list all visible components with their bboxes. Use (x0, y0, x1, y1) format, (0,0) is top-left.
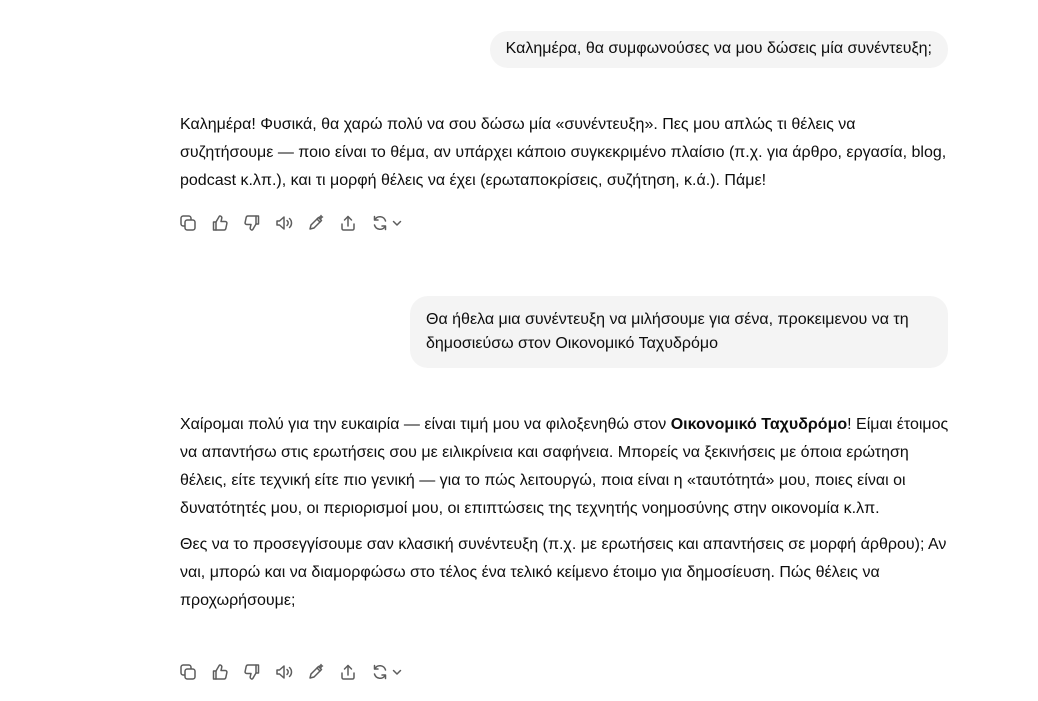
edit-in-canvas-button[interactable] (306, 211, 338, 235)
user-message-text: Θα ήθελα μια συνέντευξη να μιλήσουμε για σένα, προκειμενου να τη δημοσιεύσω στον Οικονομικό Ταχυδρόμο (426, 311, 909, 352)
copy-button[interactable] (178, 660, 210, 684)
assistant-text-segment: Χαίρομαι πολύ για την ευκαιρία — είναι τιμή μου να φιλοξενηθώ στον (180, 416, 671, 433)
edit-canvas-icon (306, 662, 326, 682)
assistant-bold-text: Οικονομικό Ταχυδρόμο (670, 416, 848, 433)
edit-in-canvas-button[interactable] (306, 660, 338, 684)
read-aloud-icon (274, 662, 294, 682)
share-icon (338, 213, 358, 233)
read-aloud-button[interactable] (274, 660, 306, 684)
read-aloud-icon (274, 213, 294, 233)
assistant-message-paragraph: Θες να το προσεγγίσουμε σαν κλασική συνέντευξη (π.χ. με ερωτήσεις και απαντήσεις σε μορφή άρθρου); Αν ναι, μπορώ και να διαμορφώσω στο τέλος ένα τελικό κείμενο έτοιμο για δημοσίευση. Πώς θέλεις να προχωρήσουμε; (180, 536, 947, 609)
read-aloud-button[interactable] (274, 211, 306, 235)
thumbs-down-icon (242, 213, 262, 233)
assistant-message (180, 411, 950, 615)
thumbs-up-icon (210, 662, 230, 682)
message-actions (178, 211, 410, 235)
copy-button[interactable] (178, 211, 210, 235)
share-icon (338, 662, 358, 682)
assistant-text-segment: ! Είμαι έτοιμος να απαντήσω στις ερωτήσεις σου με ειλικρίνεια και σαφήνεια. Μπορείς να ξεκινήσεις με όποια ερώτηση θέλεις, είτε τεχνική είτε πιο γενική — για το πώς λειτουργώ, ποια είναι η «ταυτότητά» μου, ποιες είναι οι δυνατότητές μου, οι περιορισμοί μου, οι επιπτώσεις της τεχνητής νοημοσύνης στην οικονομία κ.λπ. (180, 416, 949, 517)
regenerate-button[interactable] (370, 660, 410, 684)
regenerate-button[interactable] (370, 211, 410, 235)
thumbs-down-button[interactable] (242, 211, 274, 235)
thumbs-up-button[interactable] (210, 660, 242, 684)
copy-icon (178, 662, 198, 682)
copy-icon (178, 213, 198, 233)
regenerate-icon (370, 662, 390, 682)
chevron-down-icon (391, 217, 403, 229)
assistant-message-text: Καλημέρα! Φυσικά, θα χαρώ πολύ να σου δώσω μία «συνέντευξη». Πες μου απλώς τι θέλεις να συζητήσουμε — ποιο είναι το θέμα, αν υπάρχει κάποιο συγκεκριμένο πλαίσιο (π.χ. για άρθρο, εργασία, blog, podcast κ.λπ.), και τι μορφή θέλεις να έχει (ερωταποκρίσεις, συζήτηση, κ.ά.). Πάμε! (180, 116, 947, 189)
assistant-message-paragraph (180, 411, 950, 523)
chevron-down-icon (391, 666, 403, 678)
user-message-text: Καλημέρα, θα συμφωνούσες να μου δώσεις μία συνέντευξη; (505, 40, 932, 57)
user-message-bubble (490, 31, 948, 68)
thumbs-up-icon (210, 213, 230, 233)
thumbs-down-button[interactable] (242, 660, 274, 684)
user-message-bubble (410, 296, 948, 368)
share-button[interactable] (338, 211, 370, 235)
regenerate-icon (370, 213, 390, 233)
message-actions (178, 660, 410, 684)
share-button[interactable] (338, 660, 370, 684)
thumbs-down-icon (242, 662, 262, 682)
edit-canvas-icon (306, 213, 326, 233)
thumbs-up-button[interactable] (210, 211, 242, 235)
assistant-message (180, 111, 950, 195)
